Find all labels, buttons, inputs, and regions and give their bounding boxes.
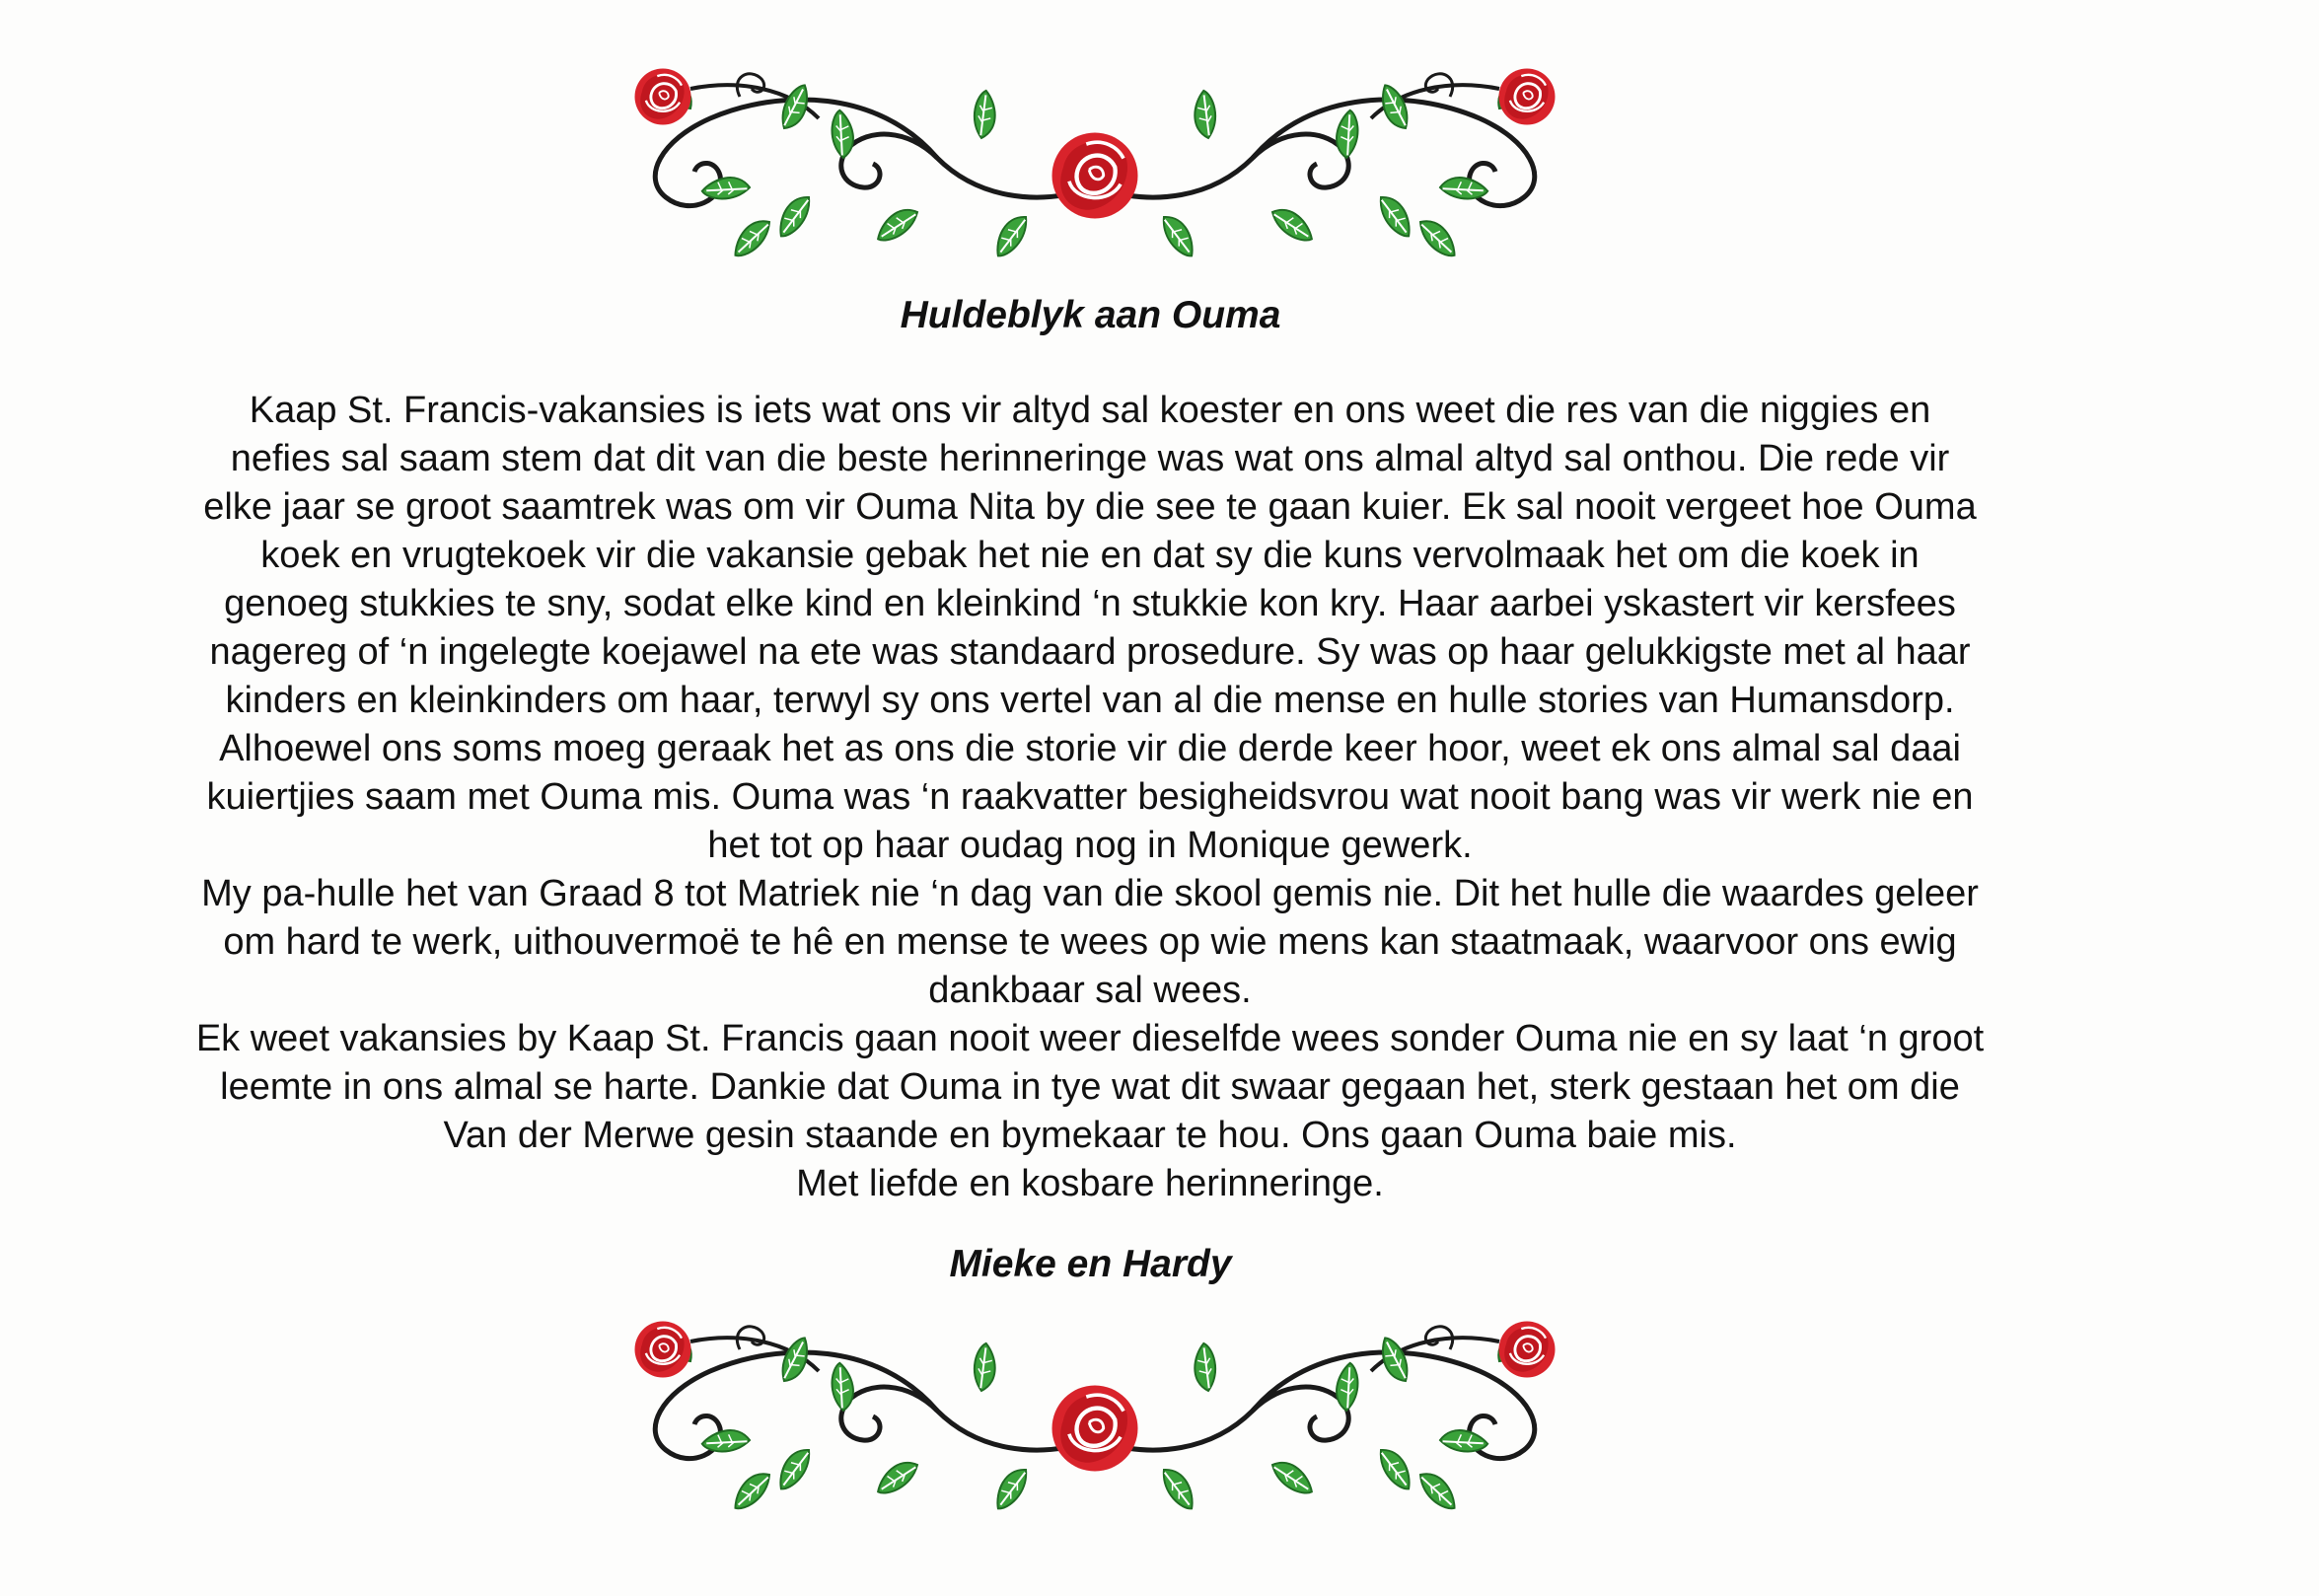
top-rose-ornament — [621, 49, 1568, 286]
page-title: Huldeblyk aan Ouma — [900, 294, 1281, 336]
body-line: My pa-hulle het van Graad 8 tot Matriek nie ‘n dag van die skool gemis nie. Dit het hulle die waardes geleer — [201, 873, 1979, 914]
body-line: Van der Merwe gesin staande en bymekaar te hou. Ons gaan Ouma baie mis. — [443, 1115, 1737, 1156]
rose-vine-icon — [621, 49, 1568, 286]
body-line: elke jaar se groot saamtrek was om vir Ouma Nita by die see te gaan kuier. Ek sal nooit vergeet hoe Ouma — [203, 486, 1977, 528]
body-line: om hard te werk, uithouvermoë te hê en mense te wees op wie mens kan staatmaak, waarvoor ons ewig — [223, 921, 1957, 963]
body-line: Met liefde en kosbare herinneringe. — [796, 1163, 1384, 1204]
body-line: kuiertjies saam met Ouma mis. Ouma was ‘n raakvatter besigheidsvrou wat nooit bang was vir werk nie en — [206, 776, 1974, 818]
body-line: koek en vrugtekoek vir die vakansie gebak het nie en dat sy die kuns vervolmaak het om die koek in — [260, 535, 1920, 576]
signature: Mieke en Hardy — [949, 1243, 1232, 1285]
body-line: dankbaar sal wees. — [928, 970, 1252, 1011]
body-line: nagereg of ‘n ingelegte koejawel na ete was standaard prosedure. Sy was op haar gelukkigste met al haar — [209, 631, 1971, 673]
body-line: het tot op haar oudag nog in Monique gewerk. — [707, 825, 1473, 866]
bottom-rose-ornament — [621, 1302, 1568, 1539]
body-line: Ek weet vakansies by Kaap St. Francis gaan nooit weer dieselfde wees sonder Ouma nie en sy laat ‘n groot — [195, 1018, 1985, 1059]
body-line: nefies sal saam stem dat dit van die beste herinneringe was wat ons almal altyd sal onthou. Die rede vir — [230, 438, 1950, 479]
rose-vine-icon — [621, 1302, 1568, 1539]
body-line: kinders en kleinkinders om haar, terwyl sy ons vertel van al die mense en hulle stories van Humansdorp. — [225, 680, 1955, 721]
body-line: Kaap St. Francis-vakansies is iets wat ons vir altyd sal koester en ons weet die res van die niggies en — [249, 390, 1931, 431]
tribute-body — [39, 387, 2140, 1208]
body-line: genoeg stukkies te sny, sodat elke kind en kleinkind ‘n stukkie kon kry. Haar aarbei yskastert vir kersfees — [224, 583, 1956, 624]
body-line: leemte in ons almal se harte. Dankie dat Ouma in tye wat dit swaar gegaan het, sterk gestaan het om die — [220, 1066, 1960, 1108]
body-line: Alhoewel ons soms moeg geraak het as ons die storie vir die derde keer hoor, weet ek ons almal sal daai — [219, 728, 1961, 769]
